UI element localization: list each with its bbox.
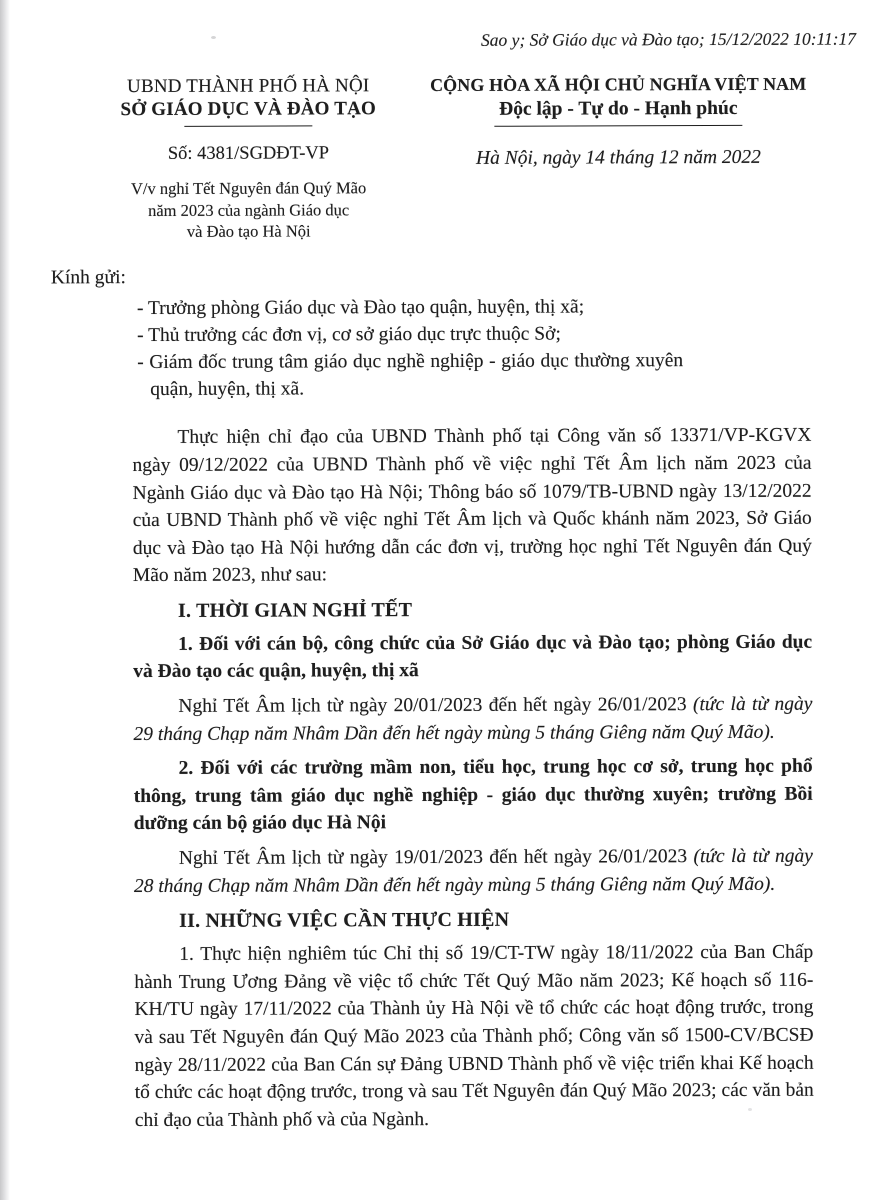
national-block <box>398 74 839 242</box>
recipient-list <box>0 293 683 404</box>
copy-certification-stamp: Sao y; Sở Giáo dục và Đào tạo; 15/12/2022 10:11:17 <box>480 28 857 50</box>
section-1-sub-1-title: 1. Đối với cán bộ, công chức của Sở Giáo dục và Đào tạo; phòng Giáo dục và Đào tạo các quận, huyện, thị xã <box>133 631 813 683</box>
issuer-underline <box>184 125 312 126</box>
scan-edge-shadow <box>0 0 10 1200</box>
issuer-parent-org: UBND THÀNH PHỐ HÀ NỘI <box>126 75 370 98</box>
issuer-org-name: SỞ GIÁO DỤC VÀ ĐÀO TẠO <box>120 98 377 121</box>
lunar-dates-note: (tức là từ ngày 29 tháng Chạp năm Nhâm Dần đến hết ngày mùng 5 tháng Giêng năm Quý Mão). <box>133 693 813 745</box>
recipient-item: - Giám đốc trung tâm giáo dục nghề nghiệp - giáo dục thường xuyên quận, huyện, thị xã. <box>137 350 684 401</box>
section-1-sub-1-paragraph <box>133 691 812 749</box>
holiday-dates-text: Nghỉ Tết Âm lịch từ ngày 20/01/2023 đến hết ngày 26/01/2023 <box>178 694 693 717</box>
document-body <box>0 422 874 1135</box>
motto-underline <box>494 125 742 127</box>
subject-line: năm 2023 của ngành Giáo dục <box>148 199 350 220</box>
section-1-title: I. THỜI GIAN NGHỈ TẾT <box>177 598 413 622</box>
section-1-sub-2-paragraph <box>134 843 813 901</box>
recipient-item: - Trưởng phòng Giáo dục và Đào tạo quận, huyện, thị xã; <box>136 295 585 319</box>
recipient-item: - Thủ trưởng các đơn vị, cơ sở giáo dục trực thuộc Sở; <box>137 323 561 346</box>
document-subject <box>109 177 389 242</box>
document-number: Số: 4381/SGDĐT-VP <box>167 143 330 164</box>
document-header <box>0 73 873 243</box>
section-2-title: II. NHỮNG VIỆC CẦN THỰC HIỆN <box>179 908 510 933</box>
issuer-block <box>108 75 389 242</box>
scan-artifact <box>211 36 216 39</box>
intro-paragraph: Thực hiện chỉ đạo của UBND Thành phố tại Công văn số 13371/VP-KGVX ngày 09/12/2022 của UBND Thành phố về việc nghỉ Tết Âm lịch năm 2023 của Ngành Giáo dục và Đào tạo Hà Nội; Thông báo số 1079/TB-UBND ngày 13/12/2022 của UBND Thành phố về việc nghỉ Tết Âm lịch và Quốc khánh năm 2023, Sở Giáo dục và Đào tạo Hà Nội hướng dẫn các đơn vị, trường học nghỉ Tết Nguyên đán Quý Mão năm 2023, như sau: <box>132 425 812 587</box>
lunar-dates-note: (tức là từ ngày 28 tháng Chạp năm Nhâm Dần đến hết ngày mùng 5 tháng Giêng năm Quý Mão). <box>133 845 813 897</box>
salutation: Kính gửi: <box>50 266 126 288</box>
place-and-date: Hà Nội, ngày 14 tháng 12 năm 2022 <box>475 146 761 169</box>
section-1-sub-2-title: 2. Đối với các trường mầm non, tiểu học, trung học cơ sở, trung học phổ thông, trung tâm giáo dục nghề nghiệp - giáo dục thường xuyên; trường Bồi dưỡng cán bộ giáo dục Hà Nội <box>133 755 813 835</box>
section-2-item-1-paragraph: 1. Thực hiện nghiêm túc Chỉ thị số 19/CT-TW ngày 18/11/2022 của Ban Chấp hành Trung Ương Đảng về việc tổ chức Tết Quý Mão năm 2023; Kế hoạch số 116-KH/TU ngày 17/11/2022 của Thành ủy Hà Nội về tổ chức các hoạt động trước, trong và sau Tết Nguyên đán Quý Mão 2023 của Thành phố; Công văn số 1500-CV/BCSĐ ngày 28/11/2022 của Ban Cán sự Đảng UBND Thành phố về việc triển khai Kế hoạch tổ chức các hoạt động trước, trong và sau Tết Nguyên đán Quý Mão 2023; các văn bản chỉ đạo của Thành phố và của Ngành. <box>134 941 814 1131</box>
holiday-dates-text: Nghỉ Tết Âm lịch từ ngày 19/01/2023 đến hết ngày 26/01/2023 <box>178 846 694 869</box>
national-motto: Độc lập - Tự do - Hạnh phúc <box>499 97 738 120</box>
scan-artifact <box>748 1108 752 1111</box>
national-title: CỘNG HÒA XÃ HỘI CHỦ NGHĨA VIỆT NAM <box>430 73 807 96</box>
subject-line: V/v nghỉ Tết Nguyên đán Quý Mão <box>130 178 367 199</box>
subject-line: và Đào tạo Hà Nội <box>186 221 311 241</box>
